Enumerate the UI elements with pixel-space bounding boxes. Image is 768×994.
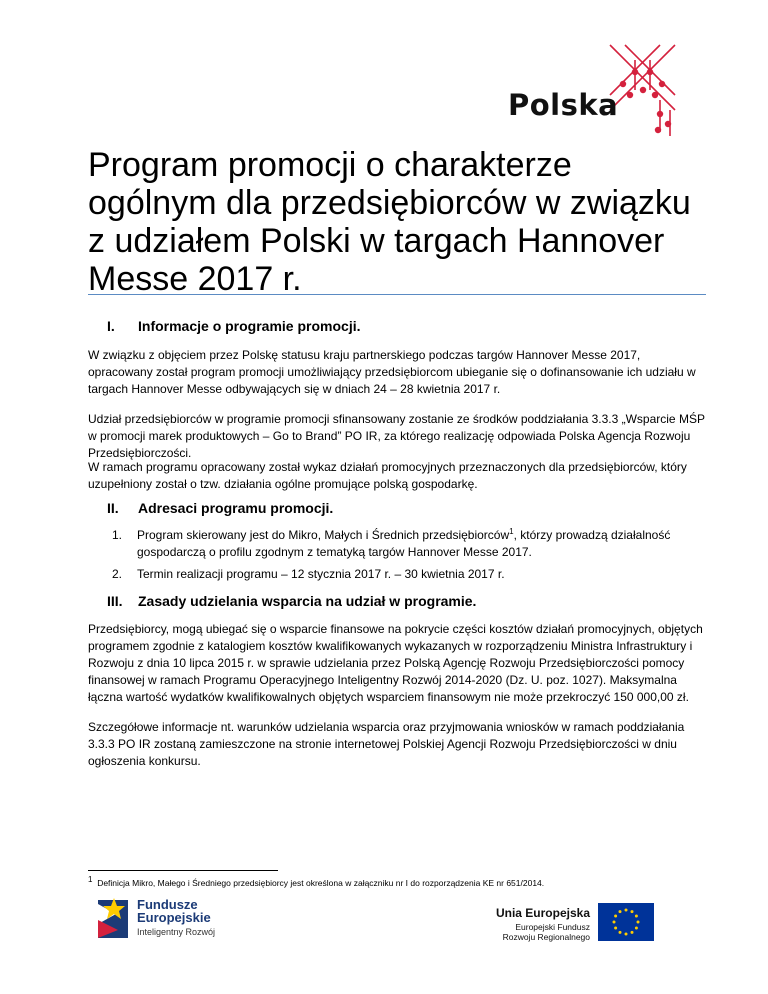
eu-title: Unia Europejska: [495, 906, 590, 920]
eu-star-icon: [613, 921, 616, 924]
fe-logo-text-line2: Europejskie: [137, 910, 211, 925]
eu-subtitle-line1: Europejski Fundusz: [515, 922, 590, 932]
list-item-number: 2.: [112, 567, 123, 581]
footnote-mark: 1: [88, 875, 93, 885]
footnote-divider: [88, 870, 278, 871]
footnote-text: Definicja Mikro, Małego i Średniego przedsiębiorcy jest określona w załączniku nr I do rozporządzenia KE nr 651/2014.: [97, 878, 545, 888]
eu-star-icon: [631, 910, 634, 913]
title-divider: [88, 294, 706, 295]
section-1-paragraph-3: W ramach programu opracowany został wykaz działań promocyjnych przeznaczonych dla przedsiębiorców, który uzupełniony został o tzw. działania ogólne promujące polską gospodarkę.: [88, 460, 687, 491]
list-item-text: Program skierowany jest do Mikro, Małych i Średnich przedsiębiorców$^1$, którzy prowadzą działalność gospodarczą o profilu zgodnym z tematyką targów Hannover Messe 2017.: [137, 527, 671, 559]
eu-star-icon: [625, 933, 628, 936]
list-item-number: 1.: [112, 528, 123, 542]
fe-logo-text-line1: Fundusze: [137, 897, 198, 912]
section-2-title: Adresaci programu promocji.: [138, 500, 334, 516]
section-3-title: Zasady udzielania wsparcia na udział w programie.: [138, 593, 477, 609]
eu-subtitle-line2: Rozwoju Regionalnego: [502, 932, 590, 942]
footnote-reference[interactable]: 1: [509, 527, 514, 536]
polska-logo-text: Polska: [508, 88, 619, 122]
eu-star-icon: [614, 927, 617, 930]
eu-star-icon: [631, 931, 634, 934]
page-title: Program promocji o charakterze ogólnym dla przedsiębiorców w związku z udziałem Polski w targach Hannover Messe 2017 r.: [88, 146, 691, 298]
list-item-text: Termin realizacji programu – 12 stycznia 2017 r. – 30 kwietnia 2017 r.: [137, 567, 505, 581]
section-3-paragraph-1: Przedsiębiorcy, mogą ubiegać się o wsparcie finansowe na pokrycie części kosztów działań promocyjnych, objętych programem zgodnie z katalogiem kosztów kwalifikowanych wykazanych w rozporządzeniu Ministra Infrastruktury i Rozwoju z dnia 10 lipca 2015 r. w sprawie udzielania przez Polską Agencję Rozwoju Przedsiębiorczości pomocy finansowej w ramach Programu Operacyjnego Inteligentny Rozwój 2014-2020 (Dz. U. poz. 1027). Maksymalna łączna wartość wydatków kwalifikowalnych objętych wsparciem finansowym nie może przekroczyć 150 000,00 zł.: [88, 622, 703, 704]
fe-logo-text-line3: Inteligentny Rozwój: [137, 927, 216, 937]
eu-star-icon: [614, 915, 617, 918]
eu-star-icon: [619, 931, 622, 934]
eu-star-icon: [619, 910, 622, 913]
section-1-title: Informacje o programie promocji.: [138, 318, 361, 334]
section-1-paragraph-1: W związku z objęciem przez Polskę statusu kraju partnerskiego podczas targów Hannover Messe 2017, opracowany został program promocji umożliwiający przedsiębiorcom ubieganie się o dofinansowanie ich udziału w targach Hannover Messe odbywających się w dniach 24 – 28 kwietnia 2017 r.: [88, 348, 696, 396]
footnote: [88, 875, 728, 889]
eu-star-icon: [635, 927, 638, 930]
section-1-number: I.: [107, 318, 115, 334]
section-3-number: III.: [107, 593, 123, 609]
fundusze-europejskie-logo-icon: [92, 894, 134, 944]
section-3-paragraph-2: Szczegółowe informacje nt. warunków udzielania wsparcia oraz przyjmowania wniosków w ramach poddziałania 3.3.3 PO IR zostaną zamieszczone na stronie internetowej Polskiej Agencji Rozwoju Przedsiębiorczości w dniu ogłoszenia konkursu.: [88, 720, 685, 768]
eu-flag-icon: [598, 903, 654, 941]
section-2-number: II.: [107, 500, 119, 516]
eu-star-icon: [637, 921, 640, 924]
section-1-paragraph-2: Udział przedsiębiorców w programie promocji sfinansowany zostanie ze środków poddziałania 3.3.3 „Wsparcie MŚP w promocji marek produktowych – Go to Brand” PO IR, za którego realizację odpowiada Polska Agencja Rozwoju Przedsiębiorczości.: [88, 412, 705, 460]
eu-star-icon: [625, 909, 628, 912]
eu-star-icon: [635, 915, 638, 918]
